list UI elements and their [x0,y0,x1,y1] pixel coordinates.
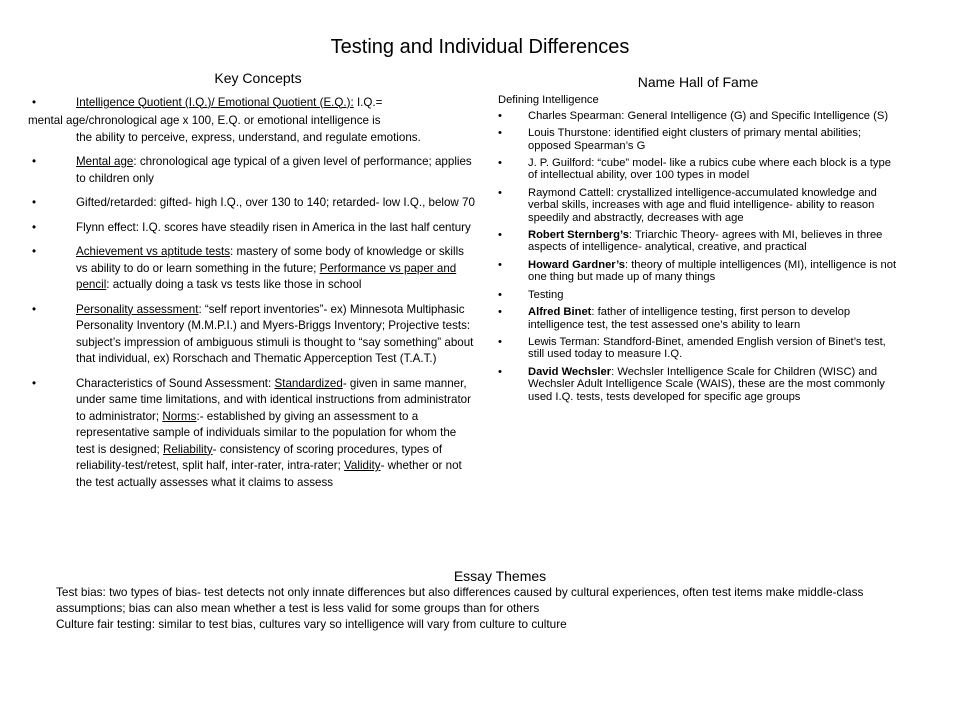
iq-term: Intelligence Quotient (I.Q.)/ Emotional Quotient (E.Q.): [76,95,354,109]
binet-name: Alfred Binet [528,306,592,319]
reliability-term: Reliability [163,442,213,456]
list-item-sternberg [498,229,898,254]
gifted-text: Gifted/retarded: gifted- high I.Q., over 130 to 140; retarded- low I.Q., below 70 [76,196,475,209]
bullet-icon: • [498,127,502,140]
achievement-text: : mastery of some body of knowledge or skills vs ability to do or learn something in the future; [76,245,464,275]
sound-intro: Characteristics of Sound Assessment: [76,376,275,390]
bullet-icon: • [498,186,502,199]
norms-term: Norms [162,409,197,423]
key-concepts-section [28,70,476,499]
flynn-text: Flynn effect: I.Q. scores have steadily risen in America in the last half century [76,220,471,234]
validity-text: - whether or not the test actually assesses what it claims to assess [76,459,462,489]
list-item-wechsler [498,366,898,403]
performance-term: Performance vs paper and pencil [76,261,457,291]
list-item-cattell [498,187,898,224]
reliability-text: - consistency of scoring procedures, types of reliability-test/retest, split half, inter-rater, intra-rater; [76,442,443,472]
personality-text: : “self report inventories”- ex) Minnesota Multiphasic Personality Inventory (M.M.P.I.) and Myers-Briggs Inventory; Projective tests: subject’s impression of ambiguous stimuli is thought to “say something” about that individual, ex) Rorschach and Thematic Apperception Test (T.A.T.) [76,302,474,365]
list-item-mental-age [28,154,476,187]
terman-text: Lewis Terman: Standford-Binet, amended English version of Binet’s test, still used today to measure I.Q. [528,335,886,361]
slide-title: Testing and Individual Differences [330,36,630,58]
key-concepts-list-2 [28,154,476,491]
validity-term: Validity [344,459,381,472]
defining-intelligence-subheading: Defining Intelligence [498,94,599,107]
bullet-icon: • [498,335,502,348]
achievement-term: Achievement vs aptitude tests [76,245,231,258]
performance-text: : actually doing a task vs tests like those in school [106,278,362,291]
list-item-binet [498,306,898,331]
list-item-personality [28,302,476,368]
list-item-testing [498,289,898,301]
bullet-icon: • [32,220,37,234]
key-concepts-list [28,95,476,112]
standardized-term: Standardized [274,376,343,390]
hall-of-fame-section [498,76,898,408]
key-concepts-heading: Key Concepts [214,70,302,86]
wechsler-name: David Wechsler [528,365,612,378]
cattell-text: Raymond Cattell: crystallized intelligence-accumulated knowledge and verbal skills, increases with age and fluid intelligence- ability to reason speedily and abstractly, decreases with age [528,186,877,224]
list-item-gardner [498,259,898,284]
essay-themes-section [56,568,916,632]
test-bias-text: Test bias: two types of bias- test detects not only innate differences but also differences caused by cultural experiences, often test items make middle-class assumptions; bias can also mean whether a test is less valid for some groups than for others [56,585,864,615]
bullet-icon: • [32,376,37,390]
list-item-achievement [28,244,476,294]
bullet-icon: • [32,95,37,109]
list-item-sound-assessment [28,376,476,492]
sternberg-name: Robert Sternberg’s [528,229,629,242]
bullet-icon: • [32,196,37,209]
bullet-icon: • [32,302,37,316]
iq-tail: I.Q.= [353,95,383,109]
testing-text: Testing [528,288,564,301]
mental-age-text: : chronological age typical of a given level of performance; applies to children only [76,155,472,185]
hall-of-fame-list [498,110,898,403]
bullet-icon: • [498,258,502,271]
iq-cont-first: mental age/chronological age x 100, E.Q. or emotional intelligence is [28,114,381,127]
bullet-icon: • [498,157,502,170]
bullet-icon: • [32,155,37,168]
essay-themes-heading: Essay Themes [453,568,547,584]
list-item-spearman [498,110,898,122]
personality-term: Personality assessment [76,302,199,316]
bullet-icon: • [498,306,502,319]
bullet-icon: • [498,109,502,122]
list-item-flynn [28,220,476,237]
guilford-text: J. P. Guilford: “cube” model- like a rubics cube where each block is a type of intellectual ability, over 100 types in model [528,157,891,182]
thurstone-text: Louis Thurstone: identified eight clusters of primary mental abilities; opposed Spearman’s G [528,127,862,152]
gardner-text: : theory of multiple intelligences (MI), intelligence is not one thing but made up of many things [528,258,897,284]
sternberg-text: : Triarchic Theory- agrees with MI, believes in three aspects of intelligence- analytical, creative, and practical [528,229,883,254]
hall-of-fame-heading: Name Hall of Fame [637,74,759,90]
iq-continuation [28,113,476,146]
iq-cont-rest: the ability to perceive, express, understand, and regulate emotions. [76,130,421,144]
bullet-icon: • [498,365,502,378]
list-item-terman [498,336,898,361]
list-item-gifted [28,195,476,212]
culture-fair-text: Culture fair testing: similar to test bias, cultures vary so intelligence will vary from culture to culture [56,617,567,631]
list-item-iq [28,95,476,112]
mental-age-term: Mental age [76,155,134,168]
list-item-thurstone [498,127,898,152]
bullet-icon: • [498,229,502,242]
bullet-icon: • [498,288,502,301]
standardized-text: - given in same manner, under same time limitations, and with identical instructions from administrator to administrator; [76,376,471,423]
gardner-name: Howard Gardner’s [528,258,625,271]
norms-text: :- established by giving an assessment to a representative sample of individuals similar to the population for whom the test is designed; [76,409,457,456]
wechsler-text: : Wechsler Intelligence Scale for Children (WISC) and Wechsler Adult Intelligence Scale (WAIS), these are the most commonly used I.Q. tests, tests developed for specific age groups [528,365,885,403]
spearman-text: Charles Spearman: General Intelligence (G) and Specific Intelligence (S) [528,109,889,122]
list-item-guilford [498,157,898,182]
bullet-icon: • [32,245,37,258]
binet-text: : father of intelligence testing, first person to develop intelligence test, the test assessed one’s ability to learn [528,306,851,331]
